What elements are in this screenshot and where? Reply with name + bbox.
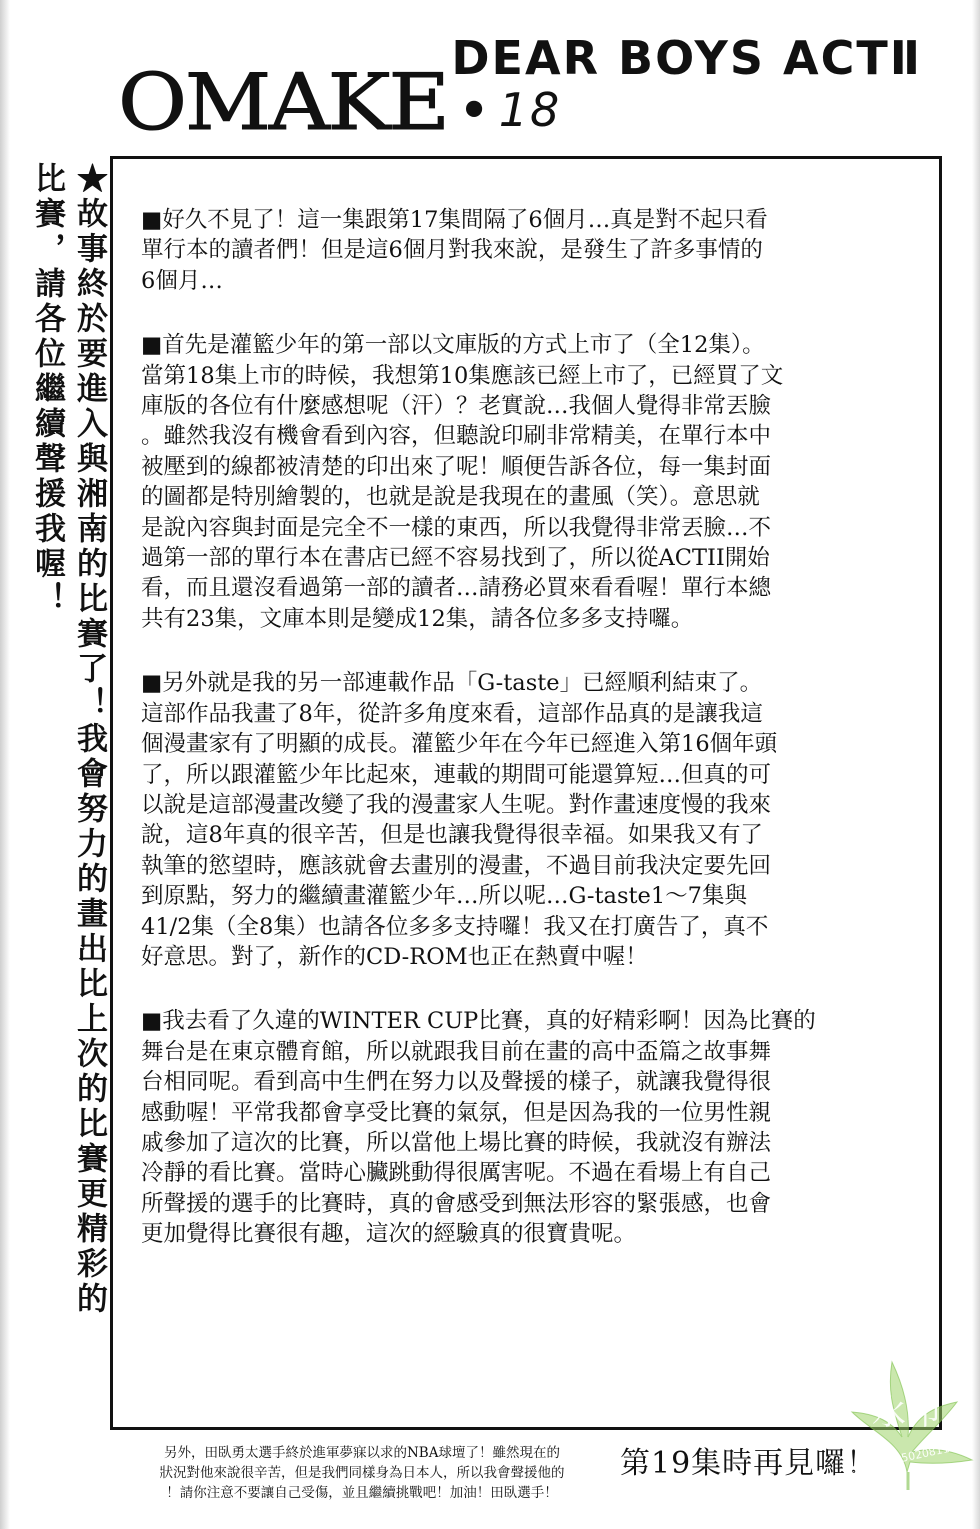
- content-body: [141, 205, 925, 1284]
- sidebar-vertical-text: ★故事終於要進入與湘南的比賽了！我會努力的畫出比上次的比賽更精彩的比賽，請各位繼續聲援我喔！: [29, 162, 107, 1317]
- issue-number: 18: [498, 83, 562, 137]
- paragraph-4: ■我去看了久違的WINTER CUP比賽，真的好精彩啊！因為比賽的 舞台是在東京體育館，所以就跟我目前在畫的高中盃篇之故事舞 台相同呢。看到高中生們在努力以及聲援的樣子，就讓我覺得很 感動喔！平常我都會享受比賽的氣氛，但是因為我的一位男性親 戚參加了這次的比賽，所以當他上場比賽的時候，我就沒有辦法 冷靜的看比賽。當時心臟跳動得很厲害呢。不過在看場上有自己 所聲援的選手的比賽時，真的會感受到無法形容的緊張感，也會 更加覺得比賽很有趣，這次的經驗真的很寶貴呢。: [141, 1008, 816, 1248]
- page-edge-left: [0, 0, 10, 1529]
- watermark-text: 水印: [872, 1393, 940, 1433]
- watermark-logo: [832, 1352, 980, 1492]
- closing-message: 第19集時再見囉！: [620, 1446, 878, 1481]
- omake-title: OMAKE: [118, 58, 448, 148]
- paragraph-3: ■另外就是我的另一部連載作品「G-taste」已經順利結束了。 這部作品我畫了8年，從許多角度來看，這部作品真的是讓我這 個漫畫家有了明顯的成長。灌籃少年在今年已經進入第16個年頭 了，所以跟灌籃少年比起來，連載的期間可能還算短…但真的可 以說是這部漫畫改變了我的漫畫家人生呢。對作畫速度慢的我來 說，這8年真的很辛苦，但是也讓我覺得很幸福。如果我又有了 執筆的慾望時，應該就會去畫別的漫畫，不過目前我決定要先回 到原點，努力的繼續畫灌籃少年…所以呢…G-taste1～7集與 41/2集（全8集）也請各位多多支持囉！我又在打廣告了，真不 好意思。對了，新作的CD-ROM也正在熱賣中喔！: [141, 670, 778, 970]
- paragraph-2: ■首先是灌籃少年的第一部以文庫版的方式上市了（全12集）。 當第18集上市的時候，我想第10集應該已經上市了，已經買了文 庫版的各位有什麼感想呢（汗）？老實說…我個人覺得非常丟臉 。雖然我沒有機會看到內容，但聽說印刷非常精美，在單行本中 被壓到的線都被清楚的印出來了呢！順便告訴各位，每一集封面 的圖都是特別繪製的，也就是說是我現在的畫風（笑）。意思就 是說內容與封面是完全不一樣的東西，所以我覺得非常丟臉…不 過第一部的單行本在書店已經不容易找到了，所以從ACTII開始 看，而且還沒看過第一部的讀者…請務必買來看看喔！單行本總 共有23集，文庫本則是變成12集，請各位多多支持囉。: [141, 332, 784, 632]
- series-name: DEAR BOYS ACTⅡ: [451, 31, 923, 85]
- content-box: [110, 156, 942, 1430]
- series-title: [451, 32, 968, 142]
- footer-note: 另外，田臥勇太選手終於進軍夢寐以求的NBA球壇了！雖然現在的 狀況對他來說很辛苦，但是我們同樣身為日本人，所以我會聲援他的 ！請你注意不要讓自己受傷，並且繼續挑戰吧！加油！田臥選手！: [159, 1445, 565, 1501]
- watermark-credit: scan by 605020811: [841, 1441, 951, 1478]
- bullet-dot: •: [459, 83, 491, 137]
- page-edge-right: [972, 0, 980, 1529]
- page-header: [118, 31, 968, 148]
- paragraph-1: ■好久不見了！這一集跟第17集間隔了6個月…真是對不起只看 單行本的讀者們！但是這6個月對我來說，是發生了許多事情的 6個月…: [141, 207, 768, 294]
